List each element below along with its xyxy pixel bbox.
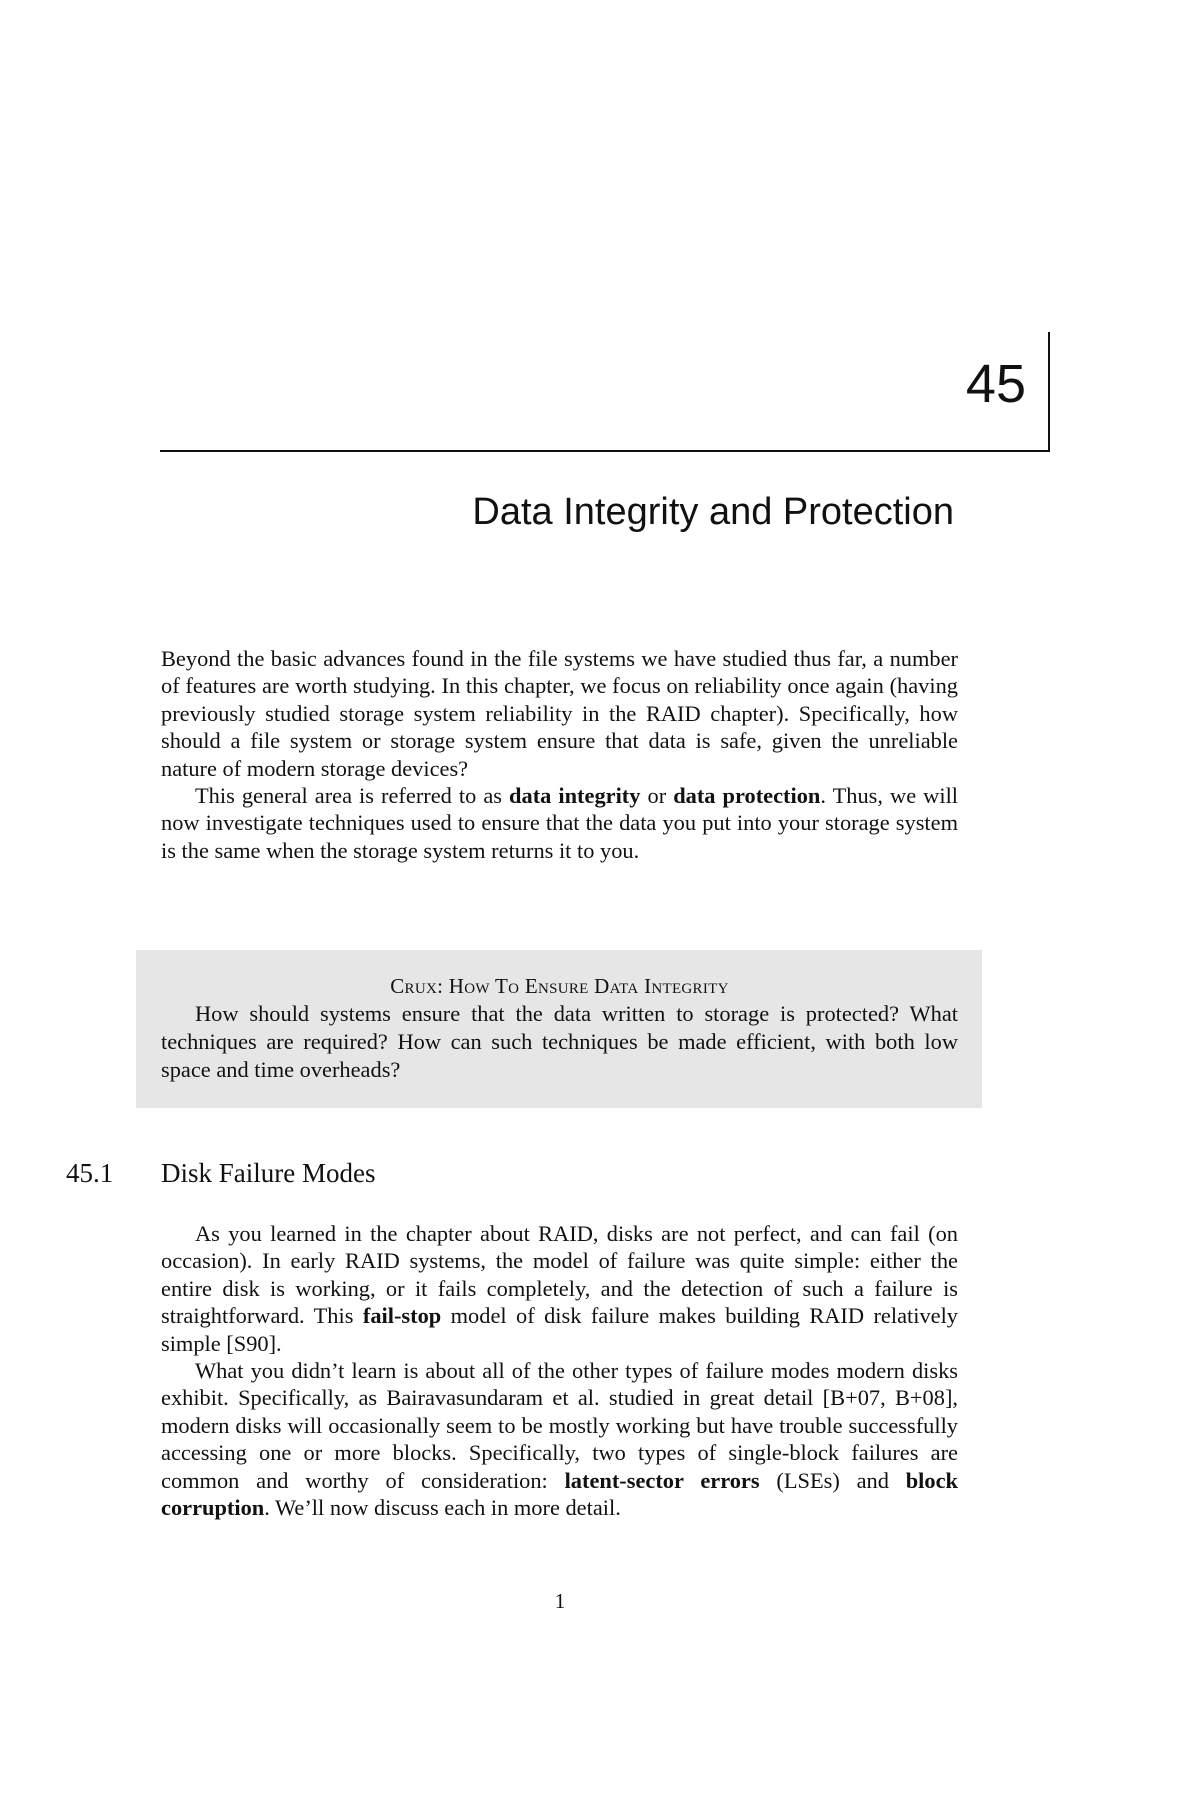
section-paragraph-2-text-e: . We’ll now discuss each in more detail. — [264, 1495, 621, 1521]
intro-paragraph-2-text-c: or — [640, 783, 674, 809]
intro-paragraph-1: Beyond the basic advances found in the file systems we have studied thus far, a number of features are worth studying. In this chapter, we focus on reliability once again (having previously studied storage system reliability in the RAID chapter). Specifically, how should a file system or storage system ensure that data is safe, given the unreliable nature of modern storage devices? — [161, 646, 958, 781]
term-fail-stop: fail-stop — [362, 1303, 442, 1329]
crux-body: How should systems ensure that the data written to storage is protected? What techniques are required? How can such techniques be made efficient, with both low space and time overheads? — [161, 1001, 958, 1082]
section-paragraph-2-text-a: What you didn’t learn is about all of the other types of failure modes modern disks exhibit. Specifically, as Bairavasundaram et al. studied in great detail [B+07, B+08], modern disks will occasionally seem to be mostly working but have trouble successfully accessing one or more blocks. Specifically, two types of single-block failures are common and worthy of consideration: — [161, 1358, 958, 1493]
term-latent-sector-errors: latent-sector errors — [564, 1467, 760, 1493]
intro-paragraph-2-text-e: . Thus, we will now investigate techniques used to ensure that the data you put into your storage system is the same when the storage system returns it to you. — [161, 783, 959, 863]
chapter-rule-horizontal — [160, 450, 1050, 452]
section-paragraph-1-text-c: model of disk failure makes building RAID relatively simple [S90]. — [161, 1303, 958, 1356]
section-paragraph-1-text-a: As you learned in the chapter about RAID, disks are not perfect, and can fail (on occasion). In early RAID systems, the model of failure was quite simple: either the entire disk is working, or it fails completely, and the detection of such a failure is straightforward. This — [161, 1221, 958, 1329]
intro-section — [161, 645, 958, 864]
section-body — [161, 1220, 958, 1521]
page-number: 1 — [554, 1589, 566, 1613]
term-block-corruption: block corruption — [161, 1467, 958, 1521]
crux-title: Crux: How To Ensure Data Integrity — [390, 974, 729, 998]
term-data-integrity: data integrity — [509, 783, 641, 809]
section-paragraph-2 — [161, 1357, 958, 1521]
intro-paragraph-2-text-a: This general area is referred to as — [195, 783, 510, 809]
chapter-rule-vertical — [1048, 332, 1050, 452]
intro-paragraph-2 — [161, 782, 958, 864]
section-paragraph-2-text-c: (LSEs) and — [759, 1467, 906, 1493]
section-paragraph-1 — [161, 1220, 958, 1357]
section-title: Disk Failure Modes — [161, 1158, 376, 1188]
chapter-title: Data Integrity and Protection — [472, 491, 954, 533]
section-number: 45.1 — [66, 1158, 114, 1188]
chapter-number: 45 — [965, 354, 1026, 414]
term-data-protection: data protection — [673, 783, 821, 809]
